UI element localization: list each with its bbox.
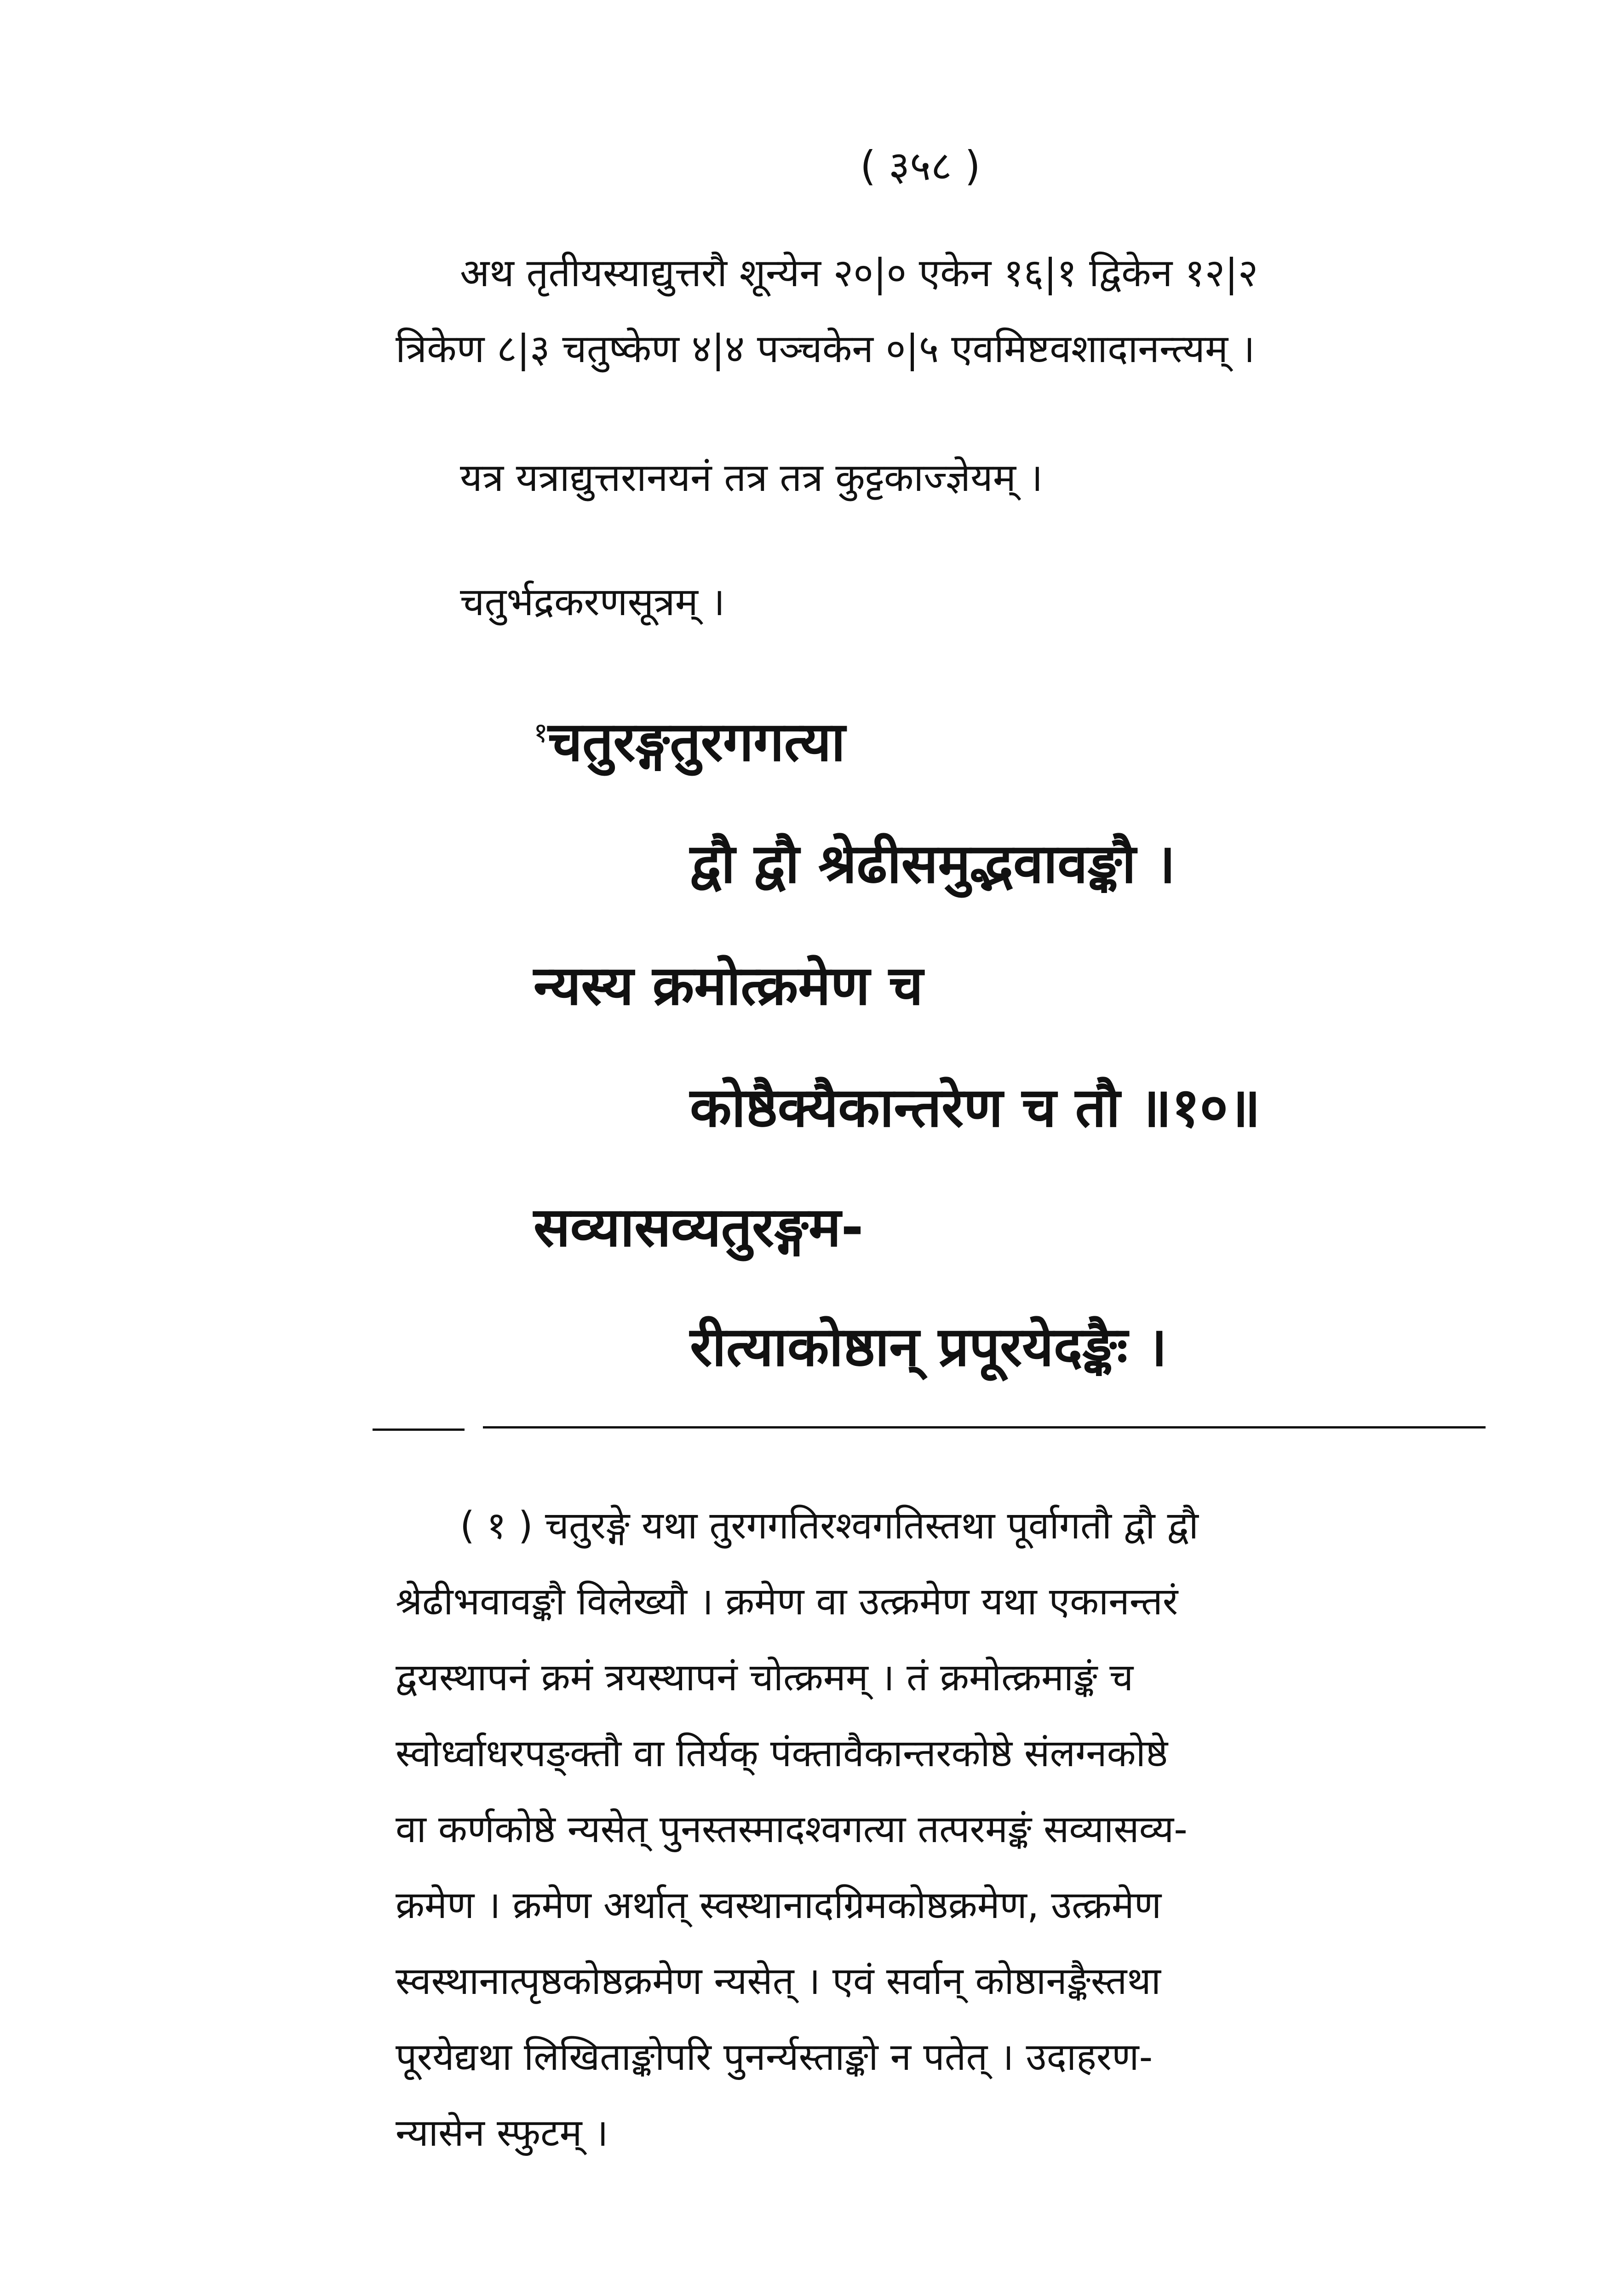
footnote-line-4: स्वोर्ध्वाधरपङ्क्तौ वा तिर्यक् पंक्तावैकान्तरकोष्ठे संलग्नकोष्ठे <box>396 1732 1168 1775</box>
verse-line-6: रीत्याकोष्ठान् प्रपूरयेदङ्कैः । <box>690 1315 1167 1378</box>
verse-line-1-text: चतुरङ्गतुरगगत्या <box>548 710 845 773</box>
verse-line-5: सव्यासव्यतुरङ्गम- <box>534 1195 864 1259</box>
verse-line-3: न्यस्य क्रमोत्क्रमेण च <box>534 954 924 1017</box>
footnote-line-7: स्वस्थानात्पृष्ठकोष्ठक्रमेण न्यसेत् । एवं सर्वान् कोष्ठानङ्कैस्तथा <box>396 1959 1161 2003</box>
page-number: ( ३५८ ) <box>860 142 981 190</box>
footnote-line-6: क्रमेण । क्रमेण अर्थात् स्वस्थानादग्रिमकोष्ठक्रमेण, उत्क्रमेण <box>396 1884 1162 1927</box>
section-heading: चतुर्भद्रकरणसूत्रम् । <box>460 579 725 624</box>
verse-line-2: द्वौ द्वौ श्रेढीसमुद्भवावङ्कौ । <box>690 832 1176 895</box>
footnote-line-2: श्रेढीभवावङ्कौ विलेख्यौ । क्रमेण वा उत्क्रमेण यथा एकानन्तरं <box>396 1580 1178 1624</box>
footnote-line-5: वा कर्णकोष्ठे न्यसेत् पुनस्तस्मादश्वगत्या तत्परमङ्कं सव्यासव्य- <box>396 1808 1188 1851</box>
body-line-3: यत्र यत्राद्युत्तरानयनं तत्र तत्र कुट्टकाज्ज्ञेयम् । <box>460 455 1043 500</box>
body-line-1: अथ तृतीयस्याद्युत्तरौ शून्येन २०|० एकेन १६|१ द्विकेन १२|२ <box>460 250 1258 295</box>
footnote-line-3: द्वयस्थापनं क्रमं त्रयस्थापनं चोत्क्रमम् । तं क्रमोत्क्रमाङ्कं च <box>396 1656 1134 1699</box>
footnote-line-9: न्यासेन स्फुटम् । <box>396 2111 608 2155</box>
verse-line-1 <box>534 711 845 773</box>
footnote-marker: १ <box>534 717 548 749</box>
footnote-rule <box>483 1426 1486 1429</box>
footnote-line-1: ( १ ) चतुरङ्गे यथा तुरगगतिरश्वगतिस्तथा पूर्वागतौ द्वौ द्वौ <box>460 1504 1199 1548</box>
body-line-2: त्रिकेण ८|३ चतुष्केण ४|४ पञ्चकेन ०|५ एवमिष्टवशादानन्त्यम् । <box>396 326 1255 371</box>
footnote-line-8: पूरयेद्यथा लिखिताङ्कोपरि पुनर्न्यस्ताङ्को न पतेत् । उदाहरण- <box>396 2035 1153 2079</box>
verse-line-4: कोष्ठैक्यैकान्तरेण च तौ ॥१०॥ <box>690 1076 1261 1139</box>
footnote-rule-short <box>373 1429 465 1431</box>
